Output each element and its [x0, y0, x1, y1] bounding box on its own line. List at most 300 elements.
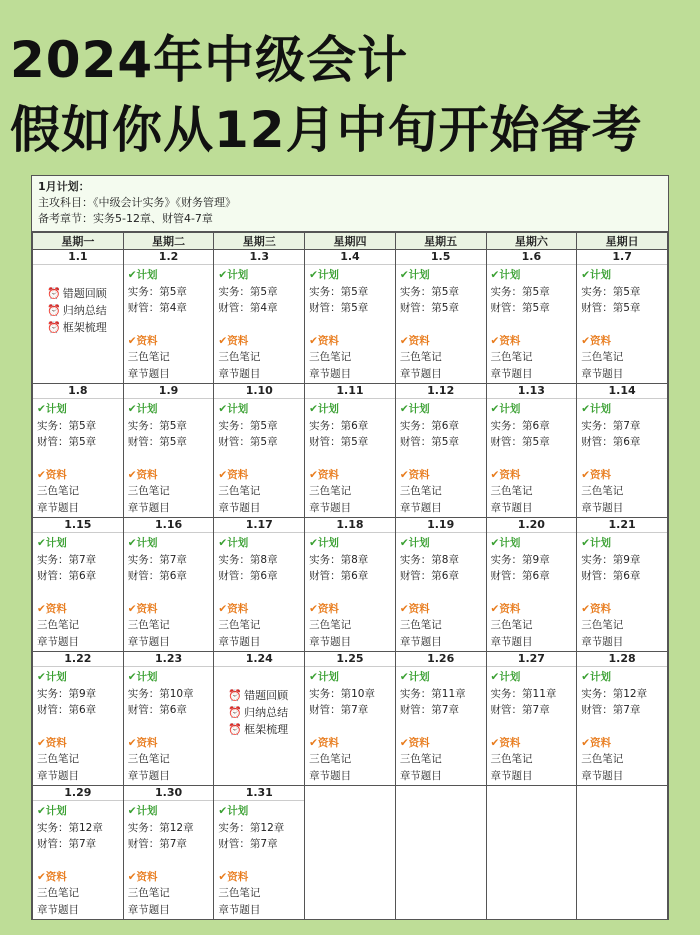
day-date: 1.18: [305, 518, 395, 533]
spacer: [37, 853, 123, 869]
day-content: [124, 265, 214, 382]
day-content: [487, 667, 577, 784]
practice-chapter: 实务：第12章: [127, 821, 194, 834]
finance-chapter: 财管：第5章: [309, 302, 369, 314]
plan-label: ✔计划: [490, 403, 521, 415]
plan-label: ✔计划: [218, 805, 249, 817]
practice-chapter: 实务：第9章: [37, 687, 97, 700]
finance-chapter: 财管：第5章: [218, 436, 278, 448]
day-content: [487, 533, 577, 650]
questions-item: 章节题目: [218, 903, 261, 916]
day-date: 1.11: [305, 384, 395, 399]
plan-label: ✔计划: [127, 403, 158, 415]
plan-label: ✔计划: [309, 537, 339, 549]
day-content: [305, 533, 395, 650]
plan-label: ✔计划: [490, 671, 521, 683]
day-cell: [577, 652, 668, 786]
questions-item: 章节题目: [127, 769, 170, 782]
practice-chapter: 实务：第7章: [37, 553, 97, 566]
questions-item: 章节题目: [581, 769, 624, 782]
review-item: [47, 319, 123, 336]
day-content: [214, 399, 304, 516]
practice-chapter: 实务：第6章: [399, 419, 459, 432]
resource-label: ✔资料: [37, 602, 67, 615]
plan-label: ✔计划: [490, 269, 521, 281]
practice-chapter: 实务：第5章: [309, 285, 369, 298]
review-text: 归纳总结: [62, 304, 107, 317]
weekday-header: 星期三: [214, 233, 305, 250]
finance-chapter: 财管：第6章: [581, 436, 641, 448]
practice-chapter: 实务：第9章: [490, 553, 550, 566]
alarm-clock-icon: ⏰: [228, 689, 243, 702]
practice-chapter: 实务：第10章: [127, 687, 194, 700]
day-content: [577, 265, 667, 382]
notes-item: 三色笔记: [490, 753, 533, 765]
resource-label: ✔资料: [399, 602, 430, 615]
day-date: 1.25: [305, 652, 395, 667]
day-content: [396, 533, 486, 650]
questions-item: 章节题目: [399, 367, 442, 380]
finance-chapter: 财管：第5章: [399, 302, 459, 314]
day-cell: [486, 384, 577, 518]
day-content: [577, 399, 667, 516]
review-text: 错题回顾: [62, 287, 107, 300]
practice-chapter: 实务：第5章: [399, 285, 459, 298]
plan-label: ✔计划: [581, 537, 612, 549]
day-cell: [123, 652, 214, 786]
questions-item: 章节题目: [37, 903, 79, 916]
spacer: [128, 451, 214, 467]
notes-item: 三色笔记: [399, 351, 442, 363]
week-row: [33, 518, 668, 652]
day-cell: [214, 384, 305, 518]
notes-item: 三色笔记: [218, 351, 261, 363]
day-date: 1.1: [33, 250, 123, 265]
spacer: [400, 585, 486, 601]
review-item: [47, 285, 123, 302]
notes-item: 三色笔记: [218, 887, 261, 899]
questions-item: 章节题目: [218, 501, 261, 514]
finance-chapter: 财管：第7章: [399, 704, 459, 716]
notes-item: 三色笔记: [37, 887, 79, 899]
spacer: [491, 585, 577, 601]
plan-subjects: 主攻科目：《中级会计实务》《财务管理》: [38, 196, 236, 209]
plan-label: ✔计划: [37, 805, 67, 817]
questions-item: 章节题目: [581, 501, 624, 514]
review-text: 错题回顾: [244, 689, 289, 702]
questions-item: 章节题目: [218, 367, 261, 380]
plan-label: ✔计划: [399, 269, 430, 281]
day-cell: [123, 786, 214, 920]
questions-item: 章节题目: [309, 769, 352, 782]
day-date: 1.23: [124, 652, 214, 667]
resource-label: ✔资料: [309, 334, 339, 347]
spacer: [37, 719, 123, 735]
day-content: [577, 667, 667, 784]
finance-chapter: 财管：第7章: [490, 704, 550, 716]
day-date: 1.7: [577, 250, 667, 265]
notes-item: 三色笔记: [490, 485, 533, 497]
finance-chapter: 财管：第5章: [127, 436, 187, 448]
resource-label: ✔资料: [127, 870, 158, 883]
spacer: [309, 719, 395, 735]
practice-chapter: 实务：第12章: [218, 821, 285, 834]
notes-item: 三色笔记: [309, 753, 352, 765]
day-cell: [395, 250, 486, 384]
finance-chapter: 财管：第5章: [490, 302, 550, 314]
day-cell: [577, 250, 668, 384]
finance-chapter: 财管：第6章: [37, 704, 97, 716]
resource-label: ✔资料: [127, 736, 158, 749]
day-content: [214, 265, 304, 382]
questions-item: 章节题目: [490, 769, 533, 782]
day-date: 1.22: [33, 652, 123, 667]
review-item: [228, 721, 304, 738]
practice-chapter: 实务：第5章: [218, 419, 278, 432]
finance-chapter: 财管：第4章: [127, 302, 187, 314]
day-date: 1.17: [214, 518, 304, 533]
day-content: [396, 265, 486, 382]
notes-item: 三色笔记: [490, 619, 533, 631]
notes-item: 三色笔记: [127, 887, 170, 899]
day-cell: [214, 250, 305, 384]
finance-chapter: 财管：第7章: [309, 704, 369, 716]
day-date: 1.27: [487, 652, 577, 667]
day-date: 1.31: [214, 786, 304, 801]
practice-chapter: 实务：第12章: [581, 687, 648, 700]
spacer: [218, 317, 304, 333]
day-date: 1.30: [124, 786, 214, 801]
notes-item: 三色笔记: [218, 485, 261, 497]
day-cell: [395, 652, 486, 786]
finance-chapter: 财管：第6章: [581, 570, 641, 582]
day-cell: [33, 518, 124, 652]
spacer: [309, 451, 395, 467]
spacer: [128, 317, 214, 333]
day-content: [33, 399, 123, 516]
weekday-header: 星期五: [395, 233, 486, 250]
finance-chapter: 财管：第6章: [218, 570, 278, 582]
day-date: 1.14: [577, 384, 667, 399]
review-list: [214, 667, 304, 738]
day-cell: [305, 250, 396, 384]
alarm-clock-icon: ⏰: [47, 321, 61, 334]
questions-item: 章节题目: [218, 635, 261, 648]
day-content: [124, 801, 214, 918]
notes-item: 三色笔记: [581, 351, 624, 363]
notes-item: 三色笔记: [127, 619, 170, 631]
plan-label: ✔计划: [581, 269, 612, 281]
plan-label: ✔计划: [218, 537, 249, 549]
calendar-table: [32, 232, 668, 920]
spacer: [581, 317, 667, 333]
questions-item: 章节题目: [37, 769, 79, 782]
resource-label: ✔资料: [399, 334, 430, 347]
practice-chapter: 实务：第5章: [37, 419, 97, 432]
questions-item: 章节题目: [309, 367, 352, 380]
day-content: [33, 667, 123, 784]
resource-label: ✔资料: [127, 468, 158, 481]
resource-label: ✔资料: [581, 736, 612, 749]
practice-chapter: 实务：第5章: [490, 285, 550, 298]
notes-item: 三色笔记: [490, 351, 533, 363]
finance-chapter: 财管：第5章: [399, 436, 459, 448]
day-content: [487, 265, 577, 382]
resource-label: ✔资料: [581, 468, 612, 481]
notes-item: 三色笔记: [581, 619, 624, 631]
week-row: [33, 652, 668, 786]
day-date: 1.2: [124, 250, 214, 265]
day-content: [396, 667, 486, 784]
notes-item: 三色笔记: [127, 753, 170, 765]
day-content: [396, 399, 486, 516]
plan-label: ✔计划: [399, 671, 430, 683]
notes-item: 三色笔记: [309, 485, 352, 497]
resource-label: ✔资料: [490, 602, 521, 615]
spacer: [218, 585, 304, 601]
plan-label: ✔计划: [581, 403, 612, 415]
plan-label: ✔计划: [127, 269, 158, 281]
notes-item: 三色笔记: [127, 351, 170, 363]
practice-chapter: 实务：第5章: [581, 285, 641, 298]
questions-item: 章节题目: [309, 501, 352, 514]
resource-label: ✔资料: [37, 736, 67, 749]
resource-label: ✔资料: [490, 334, 521, 347]
finance-chapter: 财管：第7章: [581, 704, 641, 716]
questions-item: 章节题目: [127, 501, 170, 514]
day-content: [124, 399, 214, 516]
finance-chapter: 财管：第5章: [581, 302, 641, 314]
practice-chapter: 实务：第7章: [127, 553, 187, 566]
resource-label: ✔资料: [490, 468, 521, 481]
day-cell: [577, 384, 668, 518]
resource-label: ✔资料: [581, 334, 612, 347]
practice-chapter: 实务：第8章: [309, 553, 369, 566]
questions-item: 章节题目: [581, 367, 624, 380]
plan-label: ✔计划: [309, 403, 339, 415]
weekday-header: 星期日: [577, 233, 668, 250]
empty-cell: [486, 786, 577, 920]
notes-item: 三色笔记: [218, 619, 261, 631]
day-cell: [395, 518, 486, 652]
day-cell: [305, 518, 396, 652]
finance-chapter: 财管：第7章: [37, 838, 97, 850]
day-date: 1.12: [396, 384, 486, 399]
week-row: [33, 250, 668, 384]
resource-label: ✔资料: [309, 602, 339, 615]
spacer: [581, 451, 667, 467]
plan-label: ✔计划: [218, 403, 249, 415]
day-content: [33, 533, 123, 650]
resource-label: ✔资料: [127, 334, 158, 347]
day-date: 1.20: [487, 518, 577, 533]
week-row: [33, 384, 668, 518]
notes-item: 三色笔记: [127, 485, 170, 497]
day-cell: [305, 384, 396, 518]
practice-chapter: 实务：第8章: [218, 553, 278, 566]
day-date: 1.24: [214, 652, 304, 667]
monthly-plan-box: [32, 176, 668, 232]
practice-chapter: 实务：第5章: [218, 285, 278, 298]
finance-chapter: 财管：第4章: [218, 302, 278, 314]
resource-label: ✔资料: [581, 602, 612, 615]
day-cell: [486, 652, 577, 786]
review-item: [228, 704, 304, 721]
notes-item: 三色笔记: [581, 753, 624, 765]
alarm-clock-icon: ⏰: [47, 287, 61, 300]
page-title-line-2: 假如你从12月中旬开始备考: [10, 101, 643, 159]
plan-label: ✔计划: [581, 671, 612, 683]
resource-label: ✔资料: [37, 870, 67, 883]
questions-item: 章节题目: [127, 367, 170, 380]
plan-label: ✔计划: [37, 537, 67, 549]
day-cell: [214, 786, 305, 920]
day-content: [305, 399, 395, 516]
spacer: [491, 451, 577, 467]
day-content: [305, 667, 395, 784]
resource-label: ✔资料: [37, 468, 67, 481]
questions-item: 章节题目: [490, 367, 533, 380]
resource-label: ✔资料: [309, 468, 339, 481]
resource-label: ✔资料: [399, 736, 430, 749]
notes-item: 三色笔记: [37, 619, 79, 631]
day-date: 1.19: [396, 518, 486, 533]
questions-item: 章节题目: [37, 501, 79, 514]
day-cell: [33, 652, 124, 786]
day-date: 1.10: [214, 384, 304, 399]
review-list: [33, 265, 123, 336]
review-item: [47, 302, 123, 319]
spacer: [128, 585, 214, 601]
finance-chapter: 财管：第7章: [218, 838, 278, 850]
weekday-header: 星期二: [123, 233, 214, 250]
alarm-clock-icon: ⏰: [228, 706, 243, 719]
notes-item: 三色笔记: [309, 619, 352, 631]
day-date: 1.26: [396, 652, 486, 667]
day-content: [305, 265, 395, 382]
plan-label: ✔计划: [309, 269, 339, 281]
weekday-header: 星期六: [486, 233, 577, 250]
weekday-header: 星期四: [305, 233, 396, 250]
spacer: [309, 585, 395, 601]
day-content: [577, 533, 667, 650]
calendar-body: [33, 250, 668, 920]
day-date: 1.13: [487, 384, 577, 399]
spacer: [309, 317, 395, 333]
day-date: 1.8: [33, 384, 123, 399]
resource-label: ✔资料: [127, 602, 158, 615]
notes-item: 三色笔记: [399, 619, 442, 631]
plan-label: ✔计划: [127, 671, 158, 683]
plan-label: ✔计划: [309, 671, 339, 683]
spacer: [218, 853, 304, 869]
day-date: 1.21: [577, 518, 667, 533]
day-date: 1.28: [577, 652, 667, 667]
weekday-header: 星期一: [33, 233, 124, 250]
questions-item: 章节题目: [399, 501, 442, 514]
empty-cell: [577, 786, 668, 920]
resource-label: ✔资料: [309, 736, 339, 749]
page-title-line-1: 2024年中级会计: [10, 31, 409, 89]
notes-item: 三色笔记: [37, 485, 79, 497]
plan-chapters: 备考章节：实务5-12章、财管4-7章: [38, 212, 213, 225]
questions-item: 章节题目: [581, 635, 624, 648]
day-date: 1.3: [214, 250, 304, 265]
day-cell: [214, 518, 305, 652]
resource-label: ✔资料: [490, 736, 521, 749]
practice-chapter: 实务：第7章: [581, 419, 641, 432]
resource-label: ✔资料: [218, 468, 249, 481]
day-cell: [486, 250, 577, 384]
day-cell: [123, 384, 214, 518]
resource-label: ✔资料: [218, 602, 249, 615]
day-cell: [33, 786, 124, 920]
finance-chapter: 财管：第5章: [490, 436, 550, 448]
day-content: [487, 399, 577, 516]
plan-label: ✔计划: [127, 537, 158, 549]
plan-label: ✔计划: [218, 269, 249, 281]
practice-chapter: 实务：第5章: [127, 285, 187, 298]
review-text: 框架梳理: [244, 723, 289, 736]
finance-chapter: 财管：第6章: [309, 570, 369, 582]
finance-chapter: 财管：第6章: [490, 570, 550, 582]
day-content: [124, 667, 214, 784]
practice-chapter: 实务：第8章: [399, 553, 459, 566]
practice-chapter: 实务：第6章: [309, 419, 369, 432]
day-content: [33, 801, 123, 918]
spacer: [491, 719, 577, 735]
day-cell: [486, 518, 577, 652]
spacer: [400, 451, 486, 467]
questions-item: 章节题目: [37, 635, 79, 648]
empty-cell: [305, 786, 396, 920]
practice-chapter: 实务：第11章: [399, 687, 466, 700]
day-date: 1.16: [124, 518, 214, 533]
day-cell: [395, 384, 486, 518]
resource-label: ✔资料: [218, 870, 249, 883]
day-content: [124, 533, 214, 650]
resource-label: ✔资料: [399, 468, 430, 481]
day-cell: [123, 518, 214, 652]
finance-chapter: 财管：第6章: [127, 704, 187, 716]
day-cell: [33, 384, 124, 518]
spacer: [491, 317, 577, 333]
notes-item: 三色笔记: [399, 753, 442, 765]
plan-label: ✔计划: [37, 671, 67, 683]
questions-item: 章节题目: [490, 501, 533, 514]
finance-chapter: 财管：第6章: [127, 570, 187, 582]
plan-label: ✔计划: [37, 403, 67, 415]
day-cell: [33, 250, 124, 384]
practice-chapter: 实务：第10章: [309, 687, 375, 700]
practice-chapter: 实务：第9章: [581, 553, 641, 566]
day-cell: [123, 250, 214, 384]
questions-item: 章节题目: [399, 635, 442, 648]
spacer: [37, 451, 123, 467]
alarm-clock-icon: ⏰: [47, 304, 61, 317]
plan-label: ✔计划: [490, 537, 521, 549]
day-cell: [214, 652, 305, 786]
day-date: 1.29: [33, 786, 123, 801]
spacer: [128, 853, 214, 869]
questions-item: 章节题目: [399, 769, 442, 782]
notes-item: 三色笔记: [309, 351, 352, 363]
plan-heading: 1月计划：: [38, 180, 90, 193]
finance-chapter: 财管：第5章: [37, 436, 97, 448]
day-cell: [305, 652, 396, 786]
spacer: [400, 317, 486, 333]
practice-chapter: 实务：第11章: [490, 687, 557, 700]
